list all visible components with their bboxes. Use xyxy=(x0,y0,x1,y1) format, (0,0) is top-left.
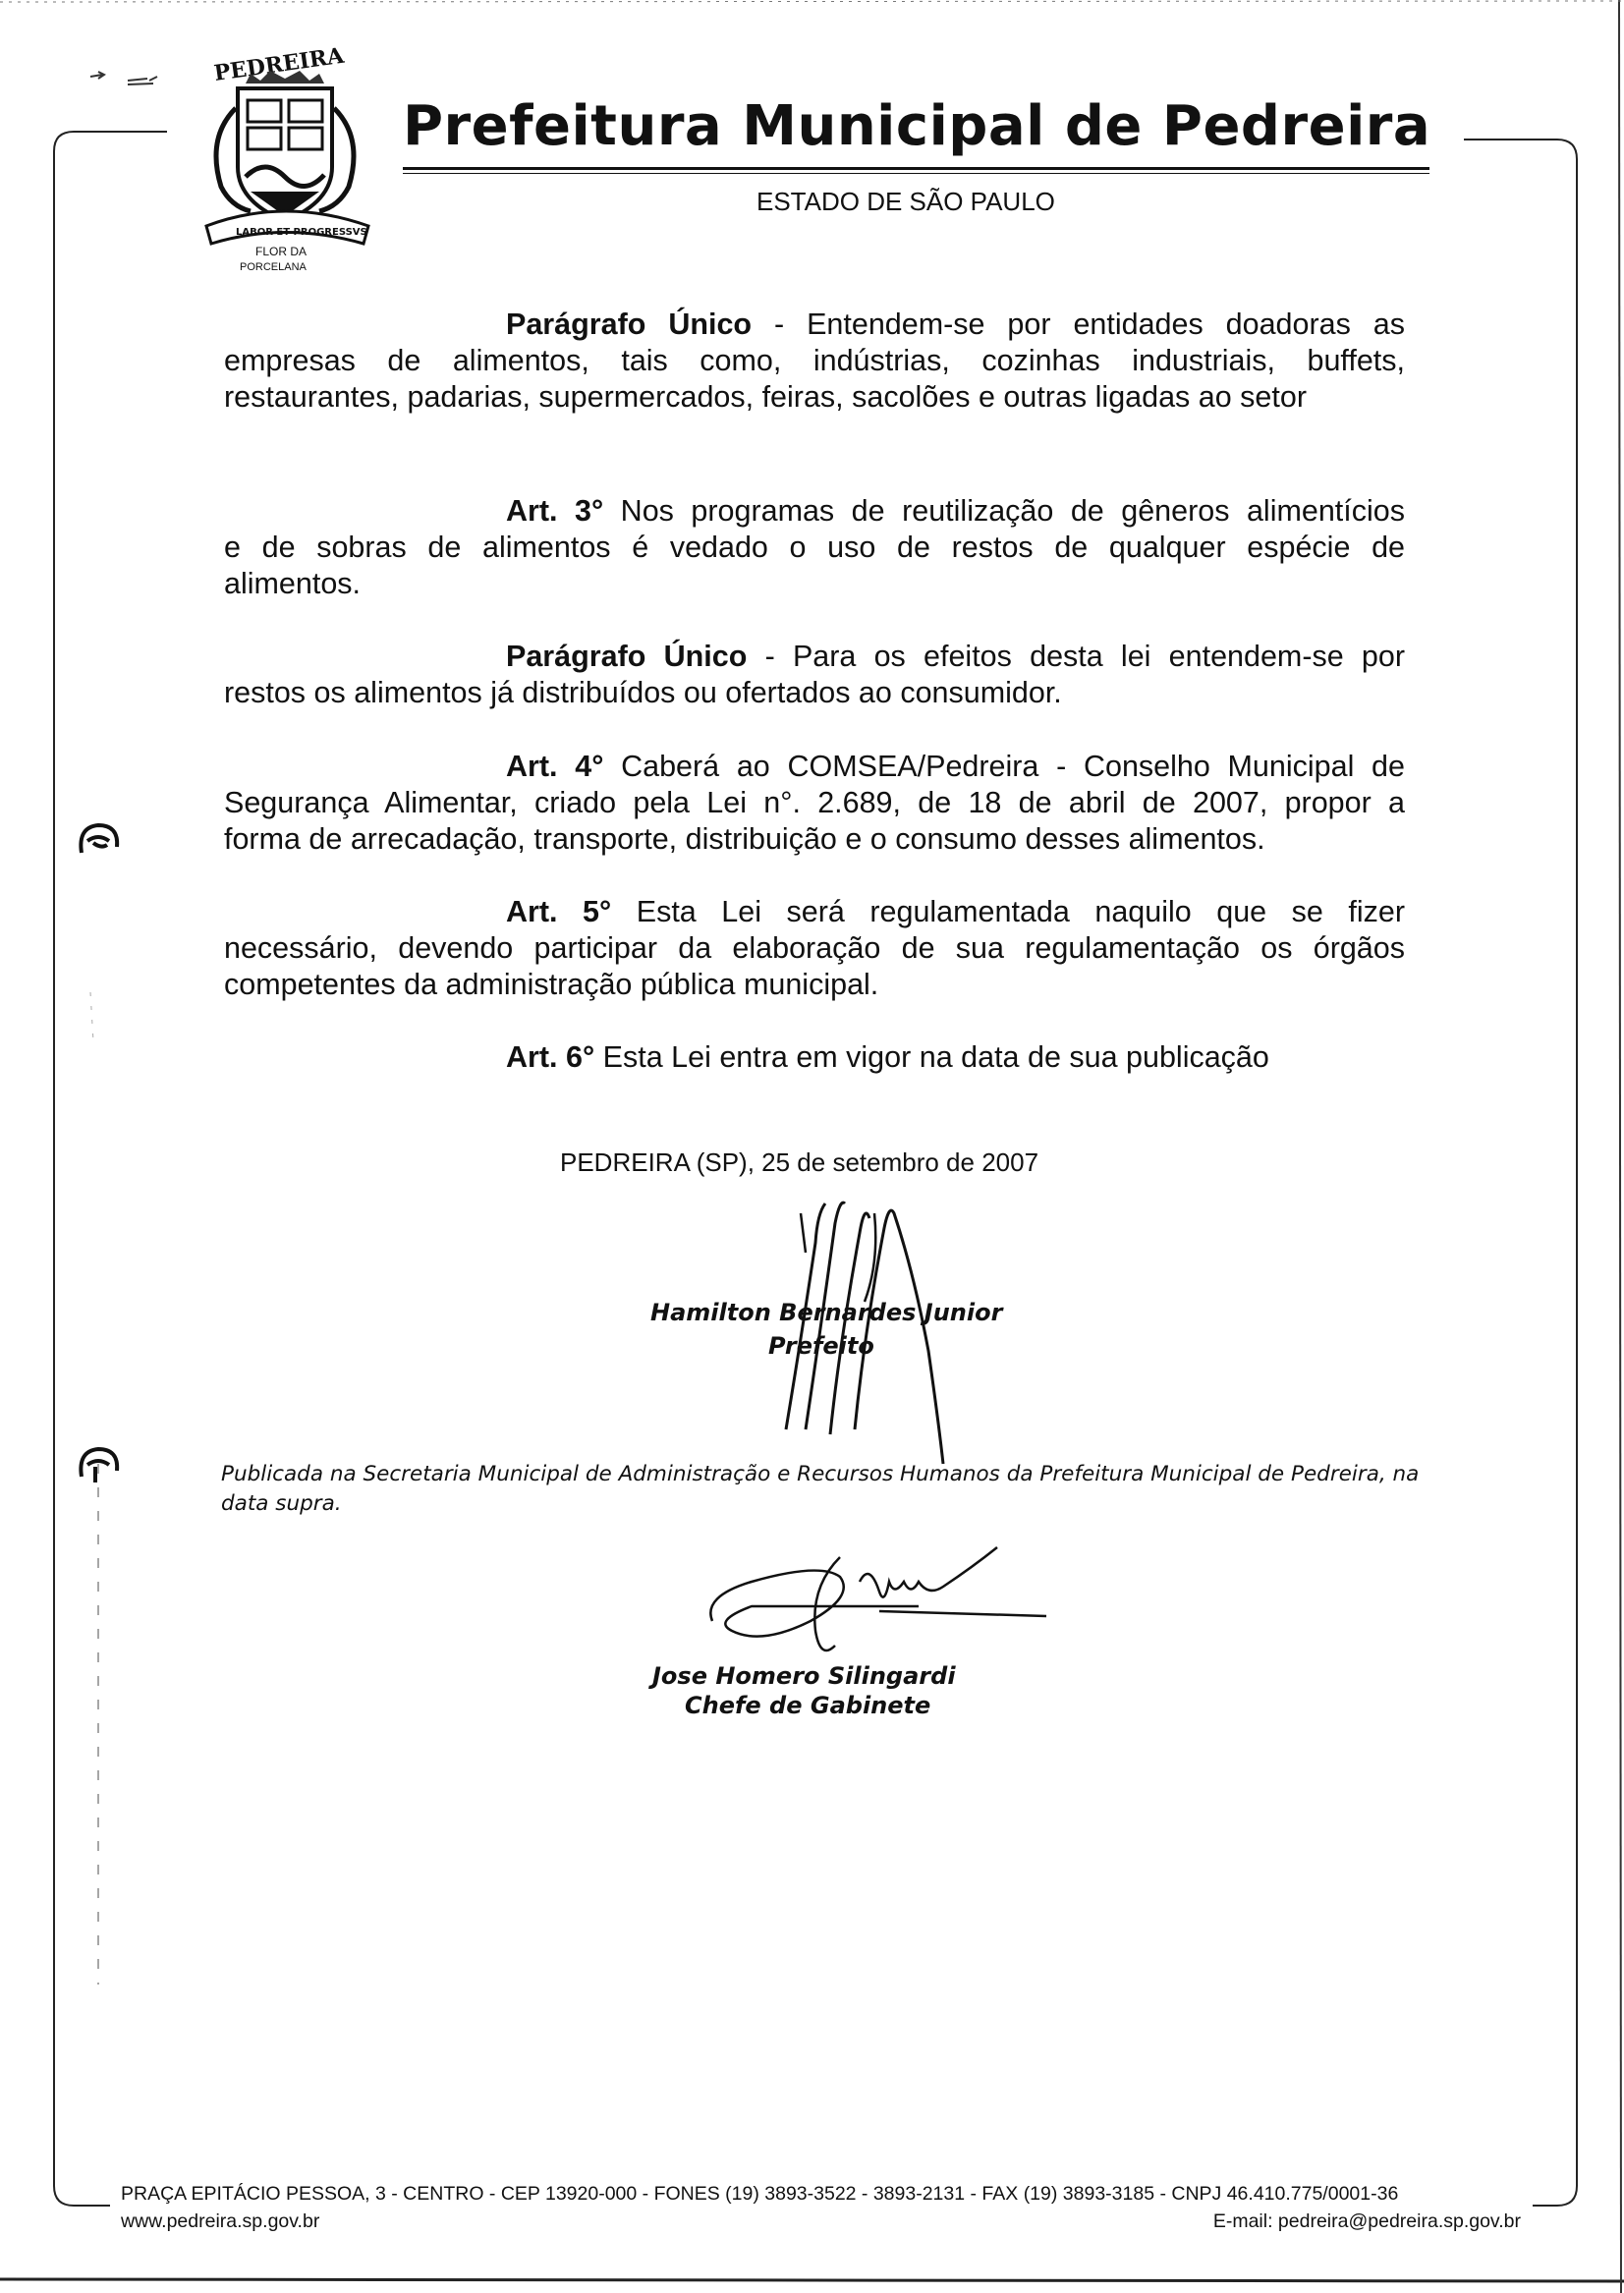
article-text: Caberá ao COMSEA/Pedreira - Conselho Municipal de xyxy=(603,750,1405,783)
publication-note: Publicada na Secretaria Municipal de Administração e Recursos Humanos da Prefeitura Municipal de Pedreira, na data supra. xyxy=(221,1462,1420,1516)
paragraph-text: - Para os efeitos desta lei entendem-se por xyxy=(747,640,1405,673)
article-6 xyxy=(224,1039,1405,1076)
article-text: necessário, devendo participar da elaboração de sua regulamentação os órgãos xyxy=(224,931,1405,965)
article-3 xyxy=(224,493,1405,602)
signature-icon xyxy=(747,1184,982,1469)
place-and-date: PEDREIRA (SP), 25 de setembro de 2007 xyxy=(560,1147,1039,1177)
state-subtitle: ESTADO DE SÃO PAULO xyxy=(756,187,1055,216)
signatory-1-role: Prefeito xyxy=(768,1332,874,1360)
paragraph-text: empresas de alimentos, tais como, indústrias, cozinhas industriais, buffets, xyxy=(224,344,1405,377)
crest-icon xyxy=(177,29,393,275)
punch-hole-mark-icon xyxy=(74,1439,123,1488)
title-underline xyxy=(403,167,1429,170)
signatory-2-name: Jose Homero Silingardi xyxy=(652,1662,956,1690)
paragraph-lead: Parágrafo Único xyxy=(506,640,748,673)
article-text: Segurança Alimentar, criado pela Lei n°. 2.689, de 18 de abril de 2007, propor a xyxy=(224,786,1405,819)
paragraph-text: restaurantes, padarias, supermercados, feiras, sacolões e outras ligadas ao setor xyxy=(224,380,1307,414)
paragraph-lead: Parágrafo Único xyxy=(506,308,753,341)
punch-hole-mark-icon xyxy=(74,815,123,865)
paragraph-sole-1 xyxy=(224,307,1405,416)
article-lead: Art. 4° xyxy=(506,750,604,783)
article-text: Nos programas de reutilização de gêneros alimentícios xyxy=(603,494,1405,528)
footer-website[interactable]: www.pedreira.sp.gov.br xyxy=(121,2210,320,2232)
title-underline-thin xyxy=(403,173,1429,174)
signature-icon xyxy=(693,1538,1066,1665)
article-text: competentes da administração pública municipal. xyxy=(224,968,879,1001)
crest-top-label: PEDREIRA xyxy=(212,42,346,86)
article-text: Esta Lei entra em vigor na data de sua publicação xyxy=(594,1040,1269,1074)
article-text: Esta Lei será regulamentada naquilo que se fizer xyxy=(611,895,1405,928)
signatory-1-name: Hamilton Bernardes Junior xyxy=(650,1299,1003,1326)
article-lead: Art. 3° xyxy=(506,494,604,528)
crest-bottom-line2: PORCELANA xyxy=(240,261,307,273)
article-lead: Art. 6° xyxy=(506,1040,595,1074)
paragraph-text: - Entendem-se por entidades doadoras as xyxy=(752,308,1405,341)
article-lead: Art. 5° xyxy=(506,895,612,928)
crest-motto: LABOR ET PROGRESSVS xyxy=(236,227,367,238)
scan-mark-icon xyxy=(88,69,196,98)
crest-bottom-line1: FLOR DA xyxy=(255,245,308,258)
footer-email[interactable]: E-mail: pedreira@pedreira.sp.gov.br xyxy=(1212,2210,1521,2232)
paragraph-text: restos os alimentos já distribuídos ou ofertados ao consumidor. xyxy=(224,676,1062,709)
article-4 xyxy=(224,749,1405,858)
page-title: Prefeitura Municipal de Pedreira xyxy=(403,94,1431,158)
article-5 xyxy=(224,894,1405,1003)
article-text: forma de arrecadação, transporte, distribuição e o consumo desses alimentos. xyxy=(224,822,1265,856)
signatory-2-role: Chefe de Gabinete xyxy=(685,1692,931,1719)
article-text: e de sobras de alimentos é vedado o uso de restos de qualquer espécie de xyxy=(224,531,1405,564)
article-text: alimentos. xyxy=(224,567,362,600)
paragraph-sole-2 xyxy=(224,639,1405,711)
footer-address: PRAÇA EPITÁCIO PESSOA, 3 - CENTRO - CEP 13920-000 - FONES (19) 3893-3522 - 3893-2131 - FAX (19) 3893-3185 - CNPJ 46.410.775/0001-36 xyxy=(121,2183,1399,2205)
